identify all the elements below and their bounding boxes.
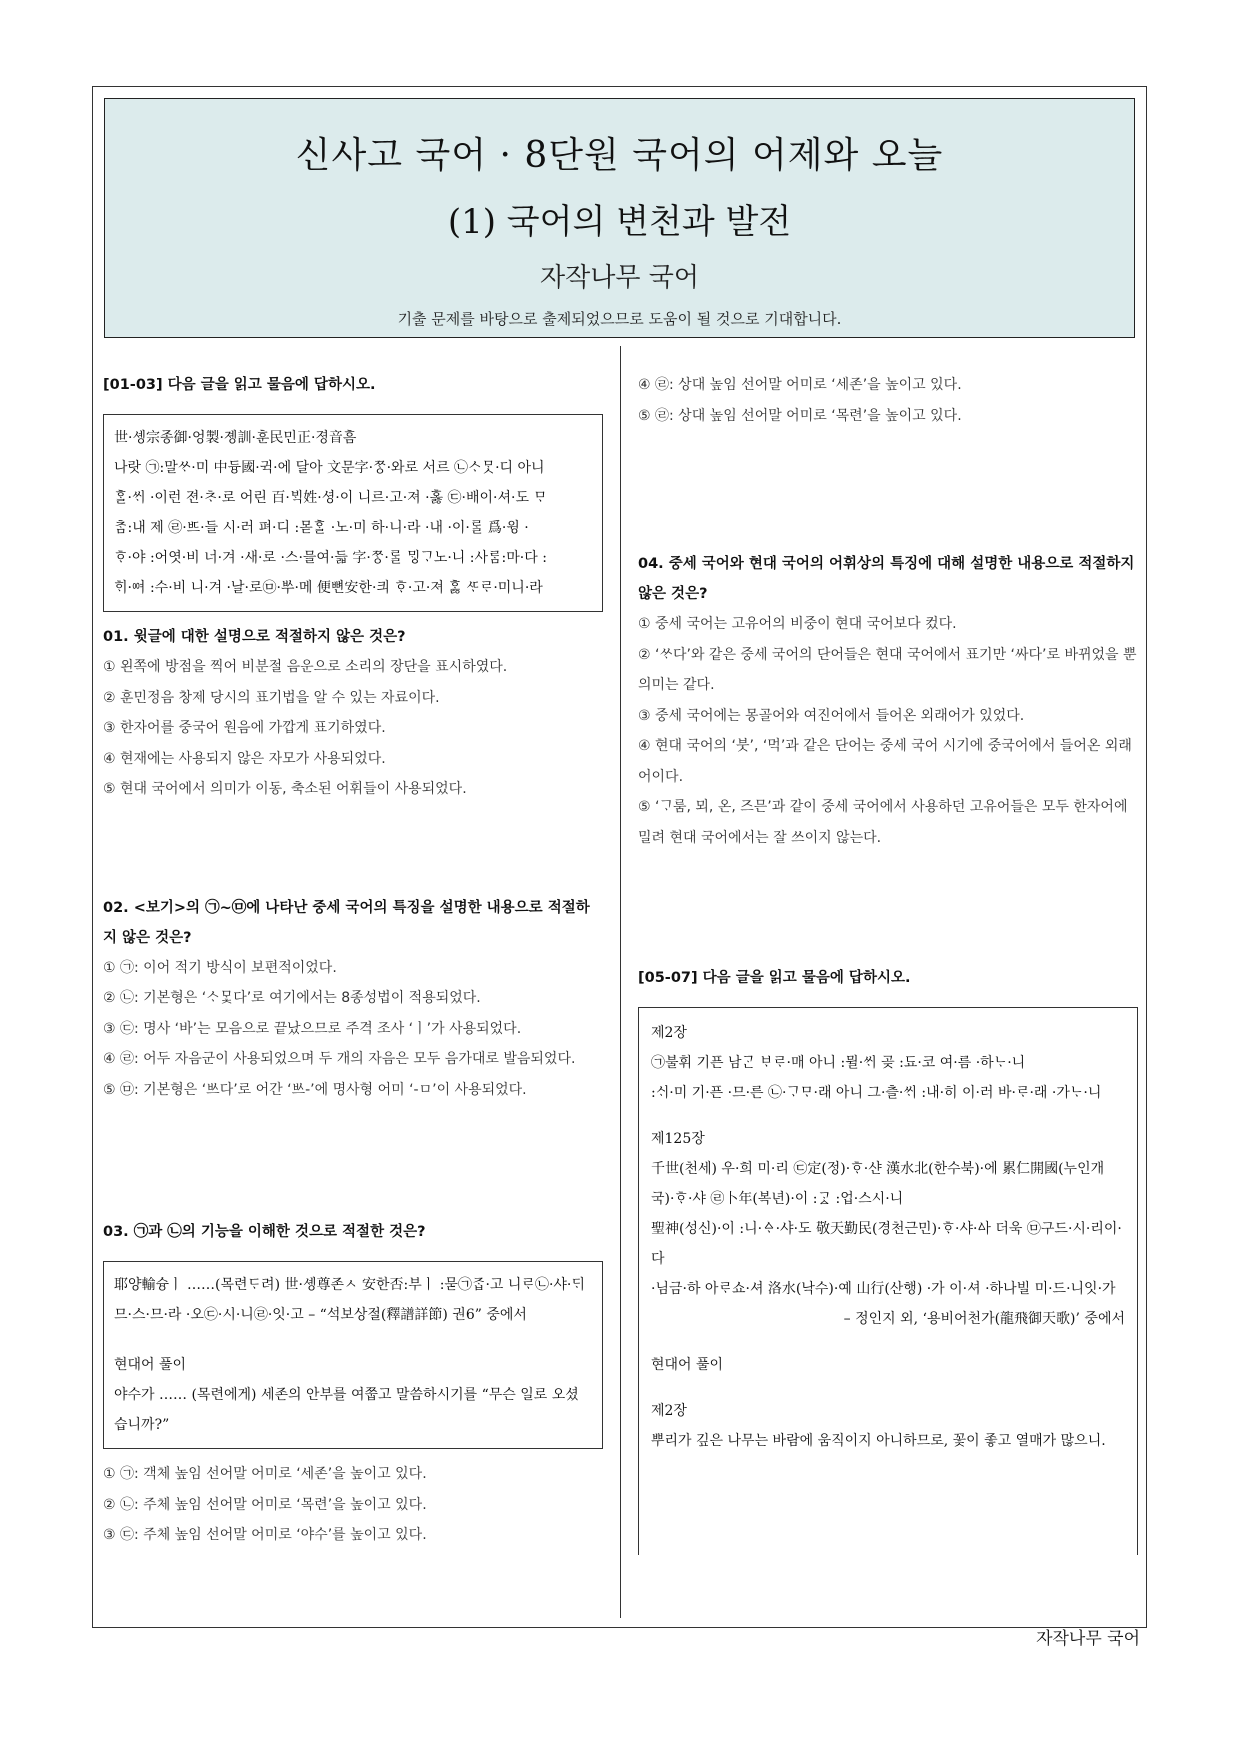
set1-header: [01-03] 다음 글을 읽고 물음에 답하시오. [103, 377, 376, 393]
left-column [103, 370, 603, 1551]
q3-option: ④ ㉣: 상대 높임 선어말 어미로 ‘세존’을 높이고 있다. [638, 377, 962, 393]
modern-translation-text: 뿌리가 깊은 나무는 바람에 움직이지 아니하므로, 꽃이 좋고 열매가 많으니. [651, 1433, 1106, 1449]
question-1-stem: 01. 윗글에 대한 설명으로 적절하지 않은 것은? [103, 629, 406, 645]
passage-line: 世·솅宗종御·엉製·졩訓·훈民민正·졍音흠 [114, 430, 357, 446]
modern-translation-label: 현대어 풀이 [114, 1357, 187, 1373]
passage-line: 千世(천세) 우·희 미·리 ㉢定(정)·ᄒᆞ·샨 漢水北(한수북)·에 累仁開國(누인개국)·ᄒᆞ·샤 ㉣卜年(복년)·이 :ᄀᆞᇫ :업·스시·니 [651, 1161, 1105, 1207]
passage-line: ᄒᆞ·야 :어엿·비 너·겨 ·새·로 ·스·믈여·듧 字·ᄍᆞᆼ·ᄅᆞᆯ ᄆᆡᇰᄀᆞ노·니 :사ᄅᆞᆷ:마·다 : [114, 550, 547, 566]
chapter-label: 제2장 [651, 1025, 687, 1041]
q2-option: ① ㉠: 이어 적기 방식이 보편적이었다. [103, 959, 337, 976]
q4-option: ④ 현대 국어의 ‘붓’, ‘먹’과 같은 단어는 중세 국어 시기에 중국어에서 들어온 외래어이다. [638, 738, 1132, 785]
modern-translation-text: 야수가 …… (목련에게) 세존의 안부를 여쭙고 말씀하시기를 “무슨 일로 오셨습니까?” [114, 1387, 579, 1433]
passage-line: ᄒᆡ·ᅇᅧ :수·비 니·겨 ·날·로㉤·ᄡᅮ·메 便뼌安한·킈 ᄒᆞ·고·져 ᄒᆞᇙ ᄯᆞᄅᆞ·미니·라 [114, 580, 543, 596]
q2-option: ④ ㉣: 어두 자음군이 사용되었으며 두 개의 자음은 모두 음가대로 발음되었다. [103, 1051, 576, 1067]
column-divider [620, 346, 621, 1618]
page-title: 신사고 국어 · 8단원 국어의 어제와 오늘 [295, 135, 944, 176]
passage-2 [638, 1007, 1138, 1555]
passage-1 [103, 414, 603, 612]
question-4-stem: 04. 중세 국어와 현대 국어의 어휘상의 특징에 대해 설명한 내용으로 적절하지 않은 것은? [638, 556, 1135, 602]
source-citation: – 정인지 외, ‘용비어천가(龍飛御天歌)’ 중에서 [843, 1311, 1125, 1327]
passage-line: 聖神(성신)·이 :니·ᅀᆞ·샤·도 敬天勤民(경천근민)·ᄒᆞ·샤·ᅀᅡ 더욱 ㉤구드·시·리이·다 [651, 1221, 1122, 1267]
q3-option: ② ㉡: 주체 높임 선어말 어미로 ‘목련’을 높이고 있다. [103, 1496, 427, 1513]
footer-author: 자작나무 국어 [1036, 1629, 1140, 1649]
question-3-stem: 03. ㉠과 ㉡의 기능을 이해한 것으로 적절한 것은? [103, 1224, 426, 1240]
q1-option: ① 왼쪽에 방점을 찍어 비분절 음운으로 소리의 장단을 표시하였다. [103, 659, 508, 675]
chapter-label: 제2장 [651, 1403, 687, 1419]
modern-translation-label: 현대어 풀이 [651, 1357, 724, 1373]
question-2-stem: 02. <보기>의 ㉠~㉤에 나타난 중세 국어의 특징을 설명한 내용으로 적절하지 않은 것은? [103, 899, 590, 946]
q1-option: ④ 현재에는 사용되지 않은 자모가 사용되었다. [103, 750, 386, 767]
chapter-label: 제125장 [651, 1131, 705, 1147]
q2-option: ⑤ ㉤: 기본형은 ‘ᄡᅳ다’로 어간 ‘ᄡᅳ-’에 명사형 어미 ‘-ㅁ’이 사용되었다. [103, 1081, 527, 1098]
q3-option: ③ ㉢: 주체 높임 선어말 어미로 ‘야수’를 높이고 있다. [103, 1527, 427, 1543]
passage-q3 [103, 1261, 603, 1449]
title-box [104, 98, 1135, 338]
set2-header: [05-07] 다음 글을 읽고 물음에 답하시오. [638, 970, 911, 986]
author-label: 자작나무 국어 [540, 263, 699, 293]
q4-option: ① 중세 국어는 고유어의 비중이 현대 국어보다 컸다. [638, 616, 957, 632]
description: 기출 문제를 바탕으로 출제되었으므로 도움이 될 것으로 기대합니다. [397, 310, 842, 328]
q4-option: ⑤ ‘ᄀᆞ룸, 뫼, 온, 즈믄’과 같이 중세 국어에서 사용하던 고유어들은 모두 한자어에 밀려 현대 국어에서는 잘 쓰이지 않는다. [638, 799, 1128, 846]
q2-option: ③ ㉢: 명사 ‘바’는 모음으로 끝났으므로 주격 조사 ‘ㅣ’가 사용되었다. [103, 1020, 522, 1037]
passage-line: ㉠불휘 기픈 남ᄀᆞᆫ ᄇᆞᄅᆞ·매 아니 :뮐·ᄊᆡ 곶 :됴·코 여·름 ·하ᄂᆞ·니 [651, 1055, 1026, 1071]
q1-option: ② 훈민정음 창제 당시의 표기법을 알 수 있는 자료이다. [103, 689, 440, 706]
q3-option: ⑤ ㉣: 상대 높임 선어말 어미로 ‘목련’을 높이고 있다. [638, 407, 962, 424]
page-subtitle: (1) 국어의 변천과 발전 [447, 202, 792, 242]
q3-option: ① ㉠: 객체 높임 선어말 어미로 ‘세존’을 높이고 있다. [103, 1466, 427, 1482]
q1-option: ③ 한자어를 중국어 원음에 가깝게 표기하였다. [103, 720, 386, 736]
passage-line: 耶양輸슝ㅣ ……(목련ᄃᆞ려) 世·솅尊존ㅅ 安한否:부ㅣ :묻㉠ᄌᆞᆸ·고 니ᄅᆞ㉡·샤·ᄃᆡ [114, 1277, 585, 1293]
passage-line: ·님금·하 아ᄅᆞ쇼·셔 洛水(낙수)·예 山行(산행) ·가 이·셔 ·하나빌 미·드·니잇·가 [651, 1281, 1116, 1297]
q4-option: ② ‘ᄊᆞ다’와 같은 중세 국어의 단어들은 현대 국어에서 표기만 ‘싸다’로 바뀌었을 뿐 의미는 같다. [638, 646, 1137, 693]
passage-line: ᄒᆞᆯ·ᄊᆡ ·이런 젼·ᄎᆞ·로 어린 百·ᄇᆡᆨ姓·셩·이 니르·고·져 ·홇 ㉢·배이·셔·도 ᄆᆞ [114, 490, 547, 506]
passage-line: :ᄉᆡ·미 기·픈 ·므·른 ㉡·ᄀᆞᄆᆞ·래 아니 그·츨·ᄊᆡ :내·히 이·러 바·ᄅᆞ·래 ·가ᄂᆞ·니 [651, 1085, 1102, 1101]
passage-line: 나랏 ㉠:말ᄊᆞ·미 中듕國·귁·에 달아 文문字·ᄍᆞᆼ·와로 서르 ㉡ᄉᆞᄆᆞᆺ·디 아니 [114, 460, 545, 476]
right-column [638, 370, 1138, 1555]
q1-option: ⑤ 현대 국어에서 의미가 이동, 축소된 어휘들이 사용되었다. [103, 781, 467, 797]
q4-option: ③ 중세 국어에는 몽골어와 여진어에서 들어온 외래어가 있었다. [638, 707, 1025, 724]
passage-line: 므·스·므·라 ·오㉢·시·니㉣·잇·고 – “석보상절(釋譜詳節) 권6” 중에서 [114, 1307, 527, 1323]
q2-option: ② ㉡: 기본형은 ‘ᄉᆞᄆᆞᆾ다’로 여기에서는 8종성법이 적용되었다. [103, 990, 481, 1006]
passage-line: ᄎᆞᆷ:내 제 ㉣·ᄠᅳ·들 시·러 펴·디 :몯ᄒᆞᆯ ·노·미 하·니·라 ·내 ·이·ᄅᆞᆯ 爲·윙 · [114, 520, 529, 536]
